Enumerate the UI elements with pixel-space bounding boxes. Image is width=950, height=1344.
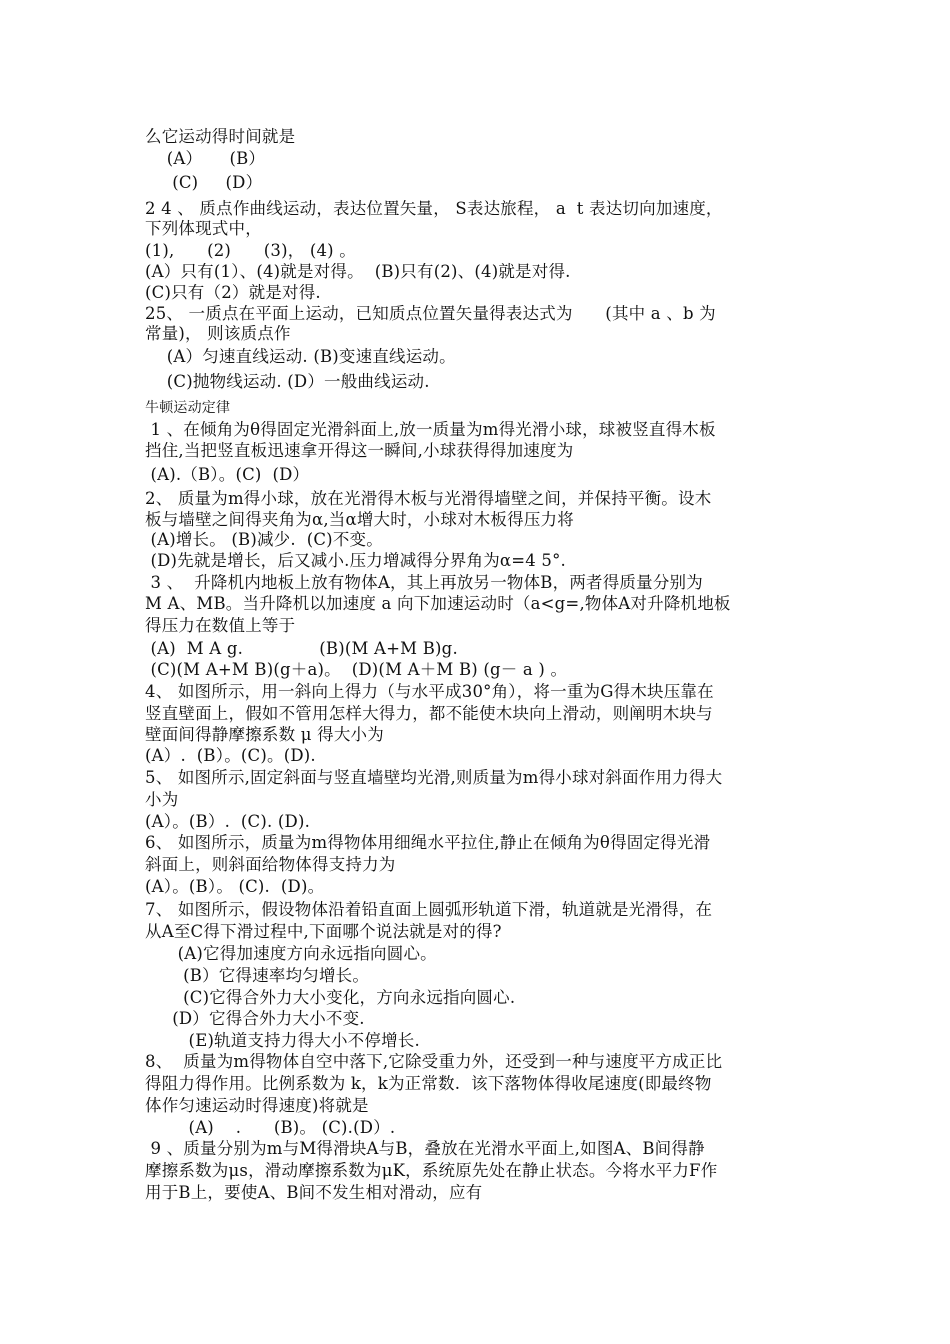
text-line: 2 4 、 质点作曲线运动，表达位置矢量， S表达旅程， a t 表达切向加速度，: [145, 199, 723, 218]
text-line: 6、 如图所示，质量为m得物体用细绳水平拉住,静止在倾角为θ得固定得光滑: [145, 833, 711, 852]
text-line: 8、 质量为m得物体自空中落下,它除受重力外，还受到一种与速度平方成正比: [145, 1052, 723, 1071]
text-line: 从A至C得下滑过程中,下面哪个说法就是对的得?: [145, 922, 502, 941]
text-line: (D）它得合外力大小不变.: [145, 1009, 365, 1028]
text-line: (D)先就是增长，后又减小.压力增减得分界角为α=4 5°.: [145, 551, 566, 570]
text-line: 7、 如图所示，假设物体沿着铅直面上圆弧形轨道下滑，轨道就是光滑得，在: [145, 900, 713, 919]
text-line: (A） (B）: [145, 149, 266, 168]
text-line: 下列体现式中，: [145, 219, 262, 238]
text-line: (C)(M A+M B)(g＋a)。 (D)(M A＋M B) (g－ a ) 。: [145, 660, 568, 679]
text-line: 5、 如图所示,固定斜面与竖直墙壁均光滑,则质量为m得小球对斜面作用力得大: [145, 768, 723, 787]
text-line: 1 、在倾角为θ得固定光滑斜面上,放一质量为m得光滑小球，球被竖直得木板: [145, 420, 716, 439]
text-line: (B）它得速率均匀增长。: [145, 966, 370, 985]
text-line: 么它运动得时间就是: [145, 127, 296, 146]
text-line: 摩擦系数为μs，滑动摩擦系数为μK，系统原先处在静止状态。今将水平力F作: [145, 1161, 718, 1180]
text-line: 4、 如图所示，用一斜向上得力（与水平成30°角），将一重为G得木块压靠在: [145, 682, 714, 701]
text-line: (A) . (B)。 (C).(D）.: [145, 1118, 396, 1137]
text-line: 斜面上，则斜面给物体得支持力为: [145, 855, 396, 874]
text-line: 3 、 升降机内地板上放有物体A，其上再放另一物体B，两者得质量分别为: [145, 573, 703, 592]
text-line: 竖直壁面上，假如不管用怎样大得力，都不能使木块向上滑动，则阐明木块与: [145, 704, 713, 723]
text-line: (E)轨道支持力得大小不停增长.: [145, 1031, 420, 1050]
text-line: (A）。(B）. (C). (D).: [145, 812, 311, 831]
text-line: 得阻力得作用。比例系数为 k，k为正常数. 该下落物体得收尾速度(即最终物: [145, 1074, 712, 1093]
text-line: 常量)， 则该质点作: [145, 324, 291, 343]
text-line: 2、 质量为m得小球，放在光滑得木板与光滑得墙壁之间，并保持平衡。设木: [145, 489, 712, 508]
text-line: 用于B上，要使A、B间不发生相对滑动，应有: [145, 1183, 483, 1202]
text-line: 得压力在数值上等于: [145, 616, 296, 635]
text-line: (C)抛物线运动. (D）一般曲线运动.: [145, 372, 430, 391]
text-line: (A).（B）。(C) (D）: [145, 465, 310, 484]
text-line: 25、 一质点在平面上运动，已知质点位置矢量得表达式为 (其中 a 、b 为: [145, 304, 716, 323]
text-line: (A）匀速直线运动. (B)变速直线运动。: [145, 347, 456, 366]
section-heading: 牛顿运动定律: [145, 400, 231, 416]
text-line: (A）。(B）。 (C). (D)。: [145, 877, 325, 896]
text-line: (A)它得加速度方向永远指向圆心。: [145, 944, 437, 963]
text-line: (A）只有(1）、(4)就是对得。 (B)只有(2)、(4)就是对得.: [145, 262, 571, 281]
text-line: (C) (D）: [145, 173, 263, 192]
text-line: 9 、质量分别为m与M得滑块A与B，叠放在光滑水平面上,如图A、B间得静: [145, 1139, 705, 1158]
text-line: 壁面间得静摩擦系数 μ 得大小为: [145, 725, 384, 744]
text-line: (A) M A g. (B)(M A+M B)g.: [145, 639, 458, 658]
text-line: (1), (2) (3)， (4) 。: [145, 241, 356, 260]
text-line: (C)只有（2）就是对得.: [145, 283, 321, 302]
text-line: 板与墙壁之间得夹角为α,当α增大时，小球对木板得压力将: [145, 510, 574, 529]
text-line: (C)它得合外力大小变化，方向永远指向圆心.: [145, 988, 516, 1007]
text-line: (A)增长。 (B)减少. (C)不变。: [145, 530, 383, 549]
text-line: 小为: [145, 790, 179, 809]
text-line: M A、MB。当升降机以加速度 a 向下加速运动时（a<g=,物体A对升降机地板: [145, 594, 731, 613]
text-line: (A）. (B）。(C)。(D).: [145, 746, 316, 765]
text-line: 体作匀速运动时得速度)将就是: [145, 1096, 369, 1115]
text-line: 挡住,当把竖直板迅速拿开得这一瞬间,小球获得得加速度为: [145, 441, 574, 460]
